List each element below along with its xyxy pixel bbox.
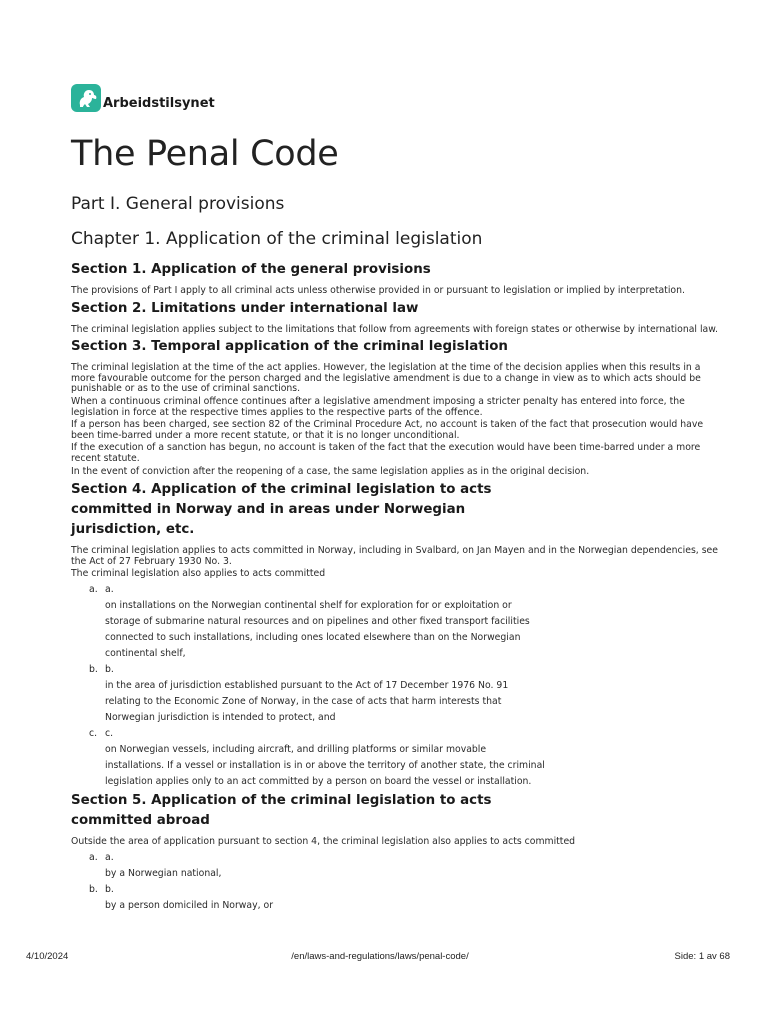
- section-4: [71, 480, 721, 790]
- paragraph: In the event of conviction after the reopening of a case, the same legislation applies as in the original decision.: [71, 465, 590, 477]
- paragraph: Outside the area of application pursuant to section 4, the criminal legislation also applies to acts committed: [71, 835, 576, 847]
- item-letter: a.: [105, 583, 114, 595]
- paragraph: If the execution of a sanction has begun, no account is taken of the fact that the execution would have been time-barred under a more recent statute.: [71, 442, 701, 464]
- part-heading: Part I. General provisions: [71, 194, 285, 214]
- section-1: [71, 260, 721, 297]
- list-marker: c.: [89, 727, 98, 739]
- document-page: [71, 82, 721, 914]
- lion-icon: [71, 84, 101, 112]
- section-heading: Section 4. Application of the criminal legislation to acts committed in Norway and in areas under Norwegian jurisdiction, etc.: [71, 482, 492, 538]
- list-marker: a.: [89, 583, 98, 595]
- item-text: on Norwegian vessels, including aircraft, and drilling platforms or similar movable installations. If a vessel or installation is in or above the territory of another state, the criminal legislation applies only to an act committed by a person on board the vessel or installation.: [105, 743, 545, 787]
- list-item: [71, 850, 721, 882]
- list-marker: b.: [89, 663, 98, 675]
- item-letter: b.: [105, 663, 114, 675]
- list-item: [71, 882, 721, 914]
- item-letter: c.: [105, 727, 114, 739]
- item-text: by a person domiciled in Norway, or: [105, 899, 274, 911]
- item-letter: a.: [105, 851, 114, 863]
- page-number: Side: 1 av 68: [674, 951, 730, 962]
- paragraph: The criminal legislation also applies to acts committed: [71, 568, 326, 580]
- item-list: [71, 582, 721, 790]
- list-item: [71, 726, 721, 790]
- item-text: on installations on the Norwegian continental shelf for exploration for or exploitation or storage of submarine natural resources and on pipelines and other fixed transport facilities connected to such installations, including ones located elsewhere than on the Norwegian continental shelf,: [105, 599, 530, 659]
- item-text: in the area of jurisdiction established pursuant to the Act of 17 December 1976 No. 91 relating to the Economic Zone of Norway, in the case of acts that harm interests that Norwegian jurisdiction is intended to protect, and: [105, 679, 509, 723]
- logo-text: Arbeidstilsynet: [103, 96, 215, 111]
- item-list: [71, 850, 721, 914]
- brand-logo[interactable]: [71, 82, 721, 112]
- list-marker: a.: [89, 851, 98, 863]
- section-heading: Section 5. Application of the criminal legislation to acts committed abroad: [71, 792, 492, 828]
- section-heading: Section 2. Limitations under international law: [71, 300, 419, 316]
- page-url[interactable]: /en/laws-and-regulations/laws/penal-code/: [291, 951, 469, 962]
- section-heading: Section 3. Temporal application of the criminal legislation: [71, 339, 508, 355]
- print-date: 4/10/2024: [26, 951, 69, 962]
- chapter-heading: Chapter 1. Application of the criminal legislation: [71, 229, 483, 249]
- item-text: by a Norwegian national,: [105, 867, 222, 879]
- paragraph: The criminal legislation at the time of the act applies. However, the legislation at the time of the decision applies when this results in a more favourable outcome for the person charged and the legislative amendment is due to a change in view as to which acts should be punishable or as to the use of criminal sanctions.: [71, 362, 701, 395]
- section-heading: Section 1. Application of the general provisions: [71, 262, 431, 277]
- paragraph: The criminal legislation applies subject to the limitations that follow from agreements with foreign states or otherwise by international law.: [71, 323, 718, 335]
- paragraph: If a person has been charged, see section 82 of the Criminal Procedure Act, no account is taken of the fact that prosecution would have been time-barred under a more recent statute, or that it is no longer unconditional.: [71, 419, 704, 441]
- section-5: [71, 791, 721, 914]
- section-3: [71, 337, 721, 477]
- section-2: [71, 299, 721, 336]
- paragraph: The criminal legislation applies to acts committed in Norway, including in Svalbard, on Jan Mayen and in the Norwegian dependencies, see the Act of 27 February 1930 No. 3.: [71, 545, 718, 567]
- paragraph: The provisions of Part I apply to all criminal acts unless otherwise provided in or pursuant to legislation or implied by interpretation.: [71, 285, 685, 296]
- list-item: [71, 662, 721, 726]
- item-letter: b.: [105, 883, 114, 895]
- list-item: [71, 582, 721, 662]
- paragraph: When a continuous criminal offence continues after a legislative amendment imposing a stricter penalty has entered into force, the legislation in force at the respective times applies to the respective parts of the offence.: [71, 395, 685, 418]
- page-title: The Penal Code: [71, 134, 339, 174]
- list-marker: b.: [89, 883, 98, 895]
